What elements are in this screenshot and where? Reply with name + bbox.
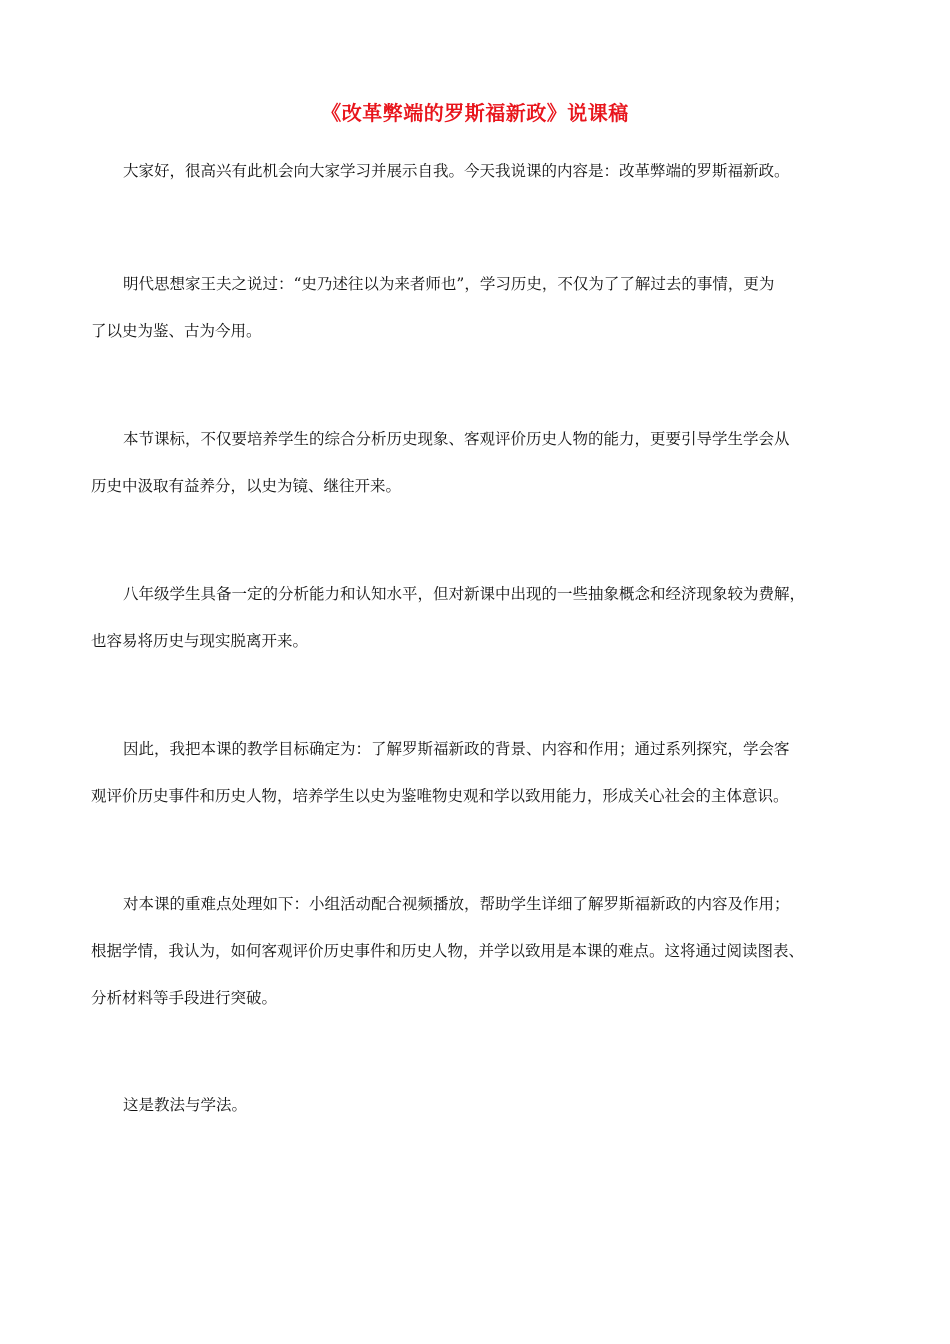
paragraph-line: 分析材料等手段进行突破。 <box>91 989 278 1007</box>
paragraph-line: 八年级学生具备一定的分析能力和认知水平，但对新课中出现的一些抽象概念和经济现象较为费解， <box>123 585 806 603</box>
paragraph-quote <box>91 261 861 355</box>
paragraph-line: 这是教法与学法。 <box>123 1096 248 1114</box>
paragraph-curriculum-standard <box>91 416 861 510</box>
paragraph-line: 了以史为鉴、古为今用。 <box>91 322 262 340</box>
paragraph-line: 明代思想家王夫之说过：“史乃述往以为来者师也”，学习历史，不仅为了了解过去的事情，更为 <box>123 275 775 293</box>
paragraph-key-difficulties <box>91 881 861 1022</box>
paragraph-line: 也容易将历史与现实脱离开来。 <box>91 632 309 650</box>
paragraph-teaching-methods <box>91 1082 861 1129</box>
paragraph-line: 根据学情，我认为，如何客观评价历史事件和历史人物，并学以致用是本课的难点。这将通过阅读图表、 <box>91 942 805 960</box>
document-title: 《改革弊端的罗斯福新政》说课稿 <box>321 101 629 125</box>
paragraph-line: 观评价历史事件和历史人物，培养学生以史为鉴唯物史观和学以致用能力，形成关心社会的主体意识。 <box>91 787 789 805</box>
paragraph-line: 历史中汲取有益养分，以史为镜、继往开来。 <box>91 477 402 495</box>
paragraph-line: 因此，我把本课的教学目标确定为：了解罗斯福新政的背景、内容和作用；通过系列探究，学会客 <box>123 740 790 758</box>
paragraph-line: 大家好，很高兴有此机会向大家学习并展示自我。今天我说课的内容是：改革弊端的罗斯福新政。 <box>123 162 790 180</box>
paragraph-line: 对本课的重难点处理如下：小组活动配合视频播放，帮助学生详细了解罗斯福新政的内容及作用； <box>123 895 790 913</box>
paragraph-line: 本节课标，不仅要培养学生的综合分析历史现象、客观评价历史人物的能力，更要引导学生学会从 <box>123 430 790 448</box>
paragraph-greeting <box>91 148 861 195</box>
paragraph-student-analysis <box>91 571 861 665</box>
paragraph-teaching-goals <box>91 726 861 820</box>
